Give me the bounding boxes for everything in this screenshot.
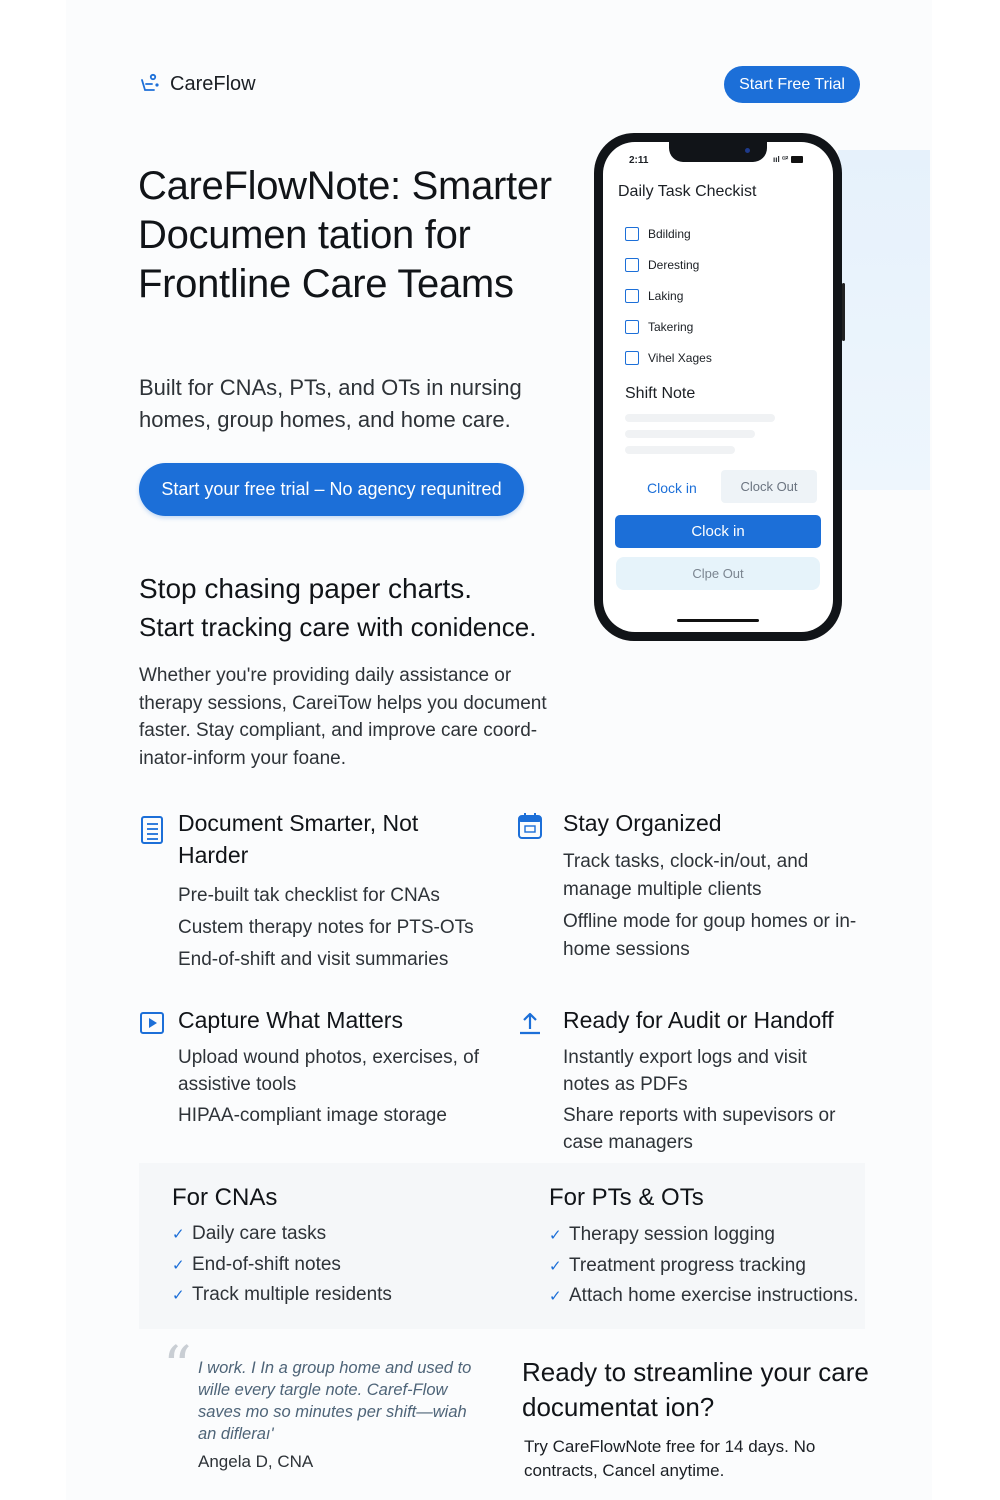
cta-body: Try CareFlowNote free for 14 days. No contracts, Cancel anytime. [524, 1437, 816, 1480]
list-item-label: Daily care tasks [192, 1223, 327, 1245]
list-item [549, 1251, 858, 1282]
checklist-item[interactable] [625, 280, 712, 311]
feature-list [178, 880, 498, 976]
checkmark-icon: ✓ [172, 1256, 185, 1274]
clock-out-button[interactable]: Clpe Out [616, 557, 820, 590]
list-item: HIPAA-compliant image storage [178, 1105, 447, 1126]
quote-mark-icon: “ [163, 1335, 192, 1400]
checklist-title: Daily Task Checkist [618, 183, 757, 200]
checkmark-icon: ✓ [549, 1257, 562, 1275]
list-item: Instantly export logs and visit notes as PDFs [563, 1047, 807, 1095]
testimonial-quote: I work. I In a group home and used to wille every targle note. Caref-Flow saves mo so minutes per shift—wiah an difleraı' [198, 1359, 472, 1443]
checklist-item[interactable] [625, 249, 712, 280]
list-item-label: End-of-shift notes [192, 1253, 341, 1275]
list-item: Share reports with supevisors or case managers [563, 1105, 836, 1153]
shift-note-placeholder-line [625, 446, 735, 454]
list-item: End-of-shift and visit summaries [178, 949, 449, 970]
play-box-icon [140, 1008, 166, 1038]
list-item [549, 1220, 858, 1251]
home-indicator [677, 619, 759, 622]
checkbox-icon[interactable] [625, 227, 639, 241]
hero-title: CareFlowNote: Smarter Documen tation for Frontline Care Teams [138, 164, 552, 306]
start-free-trial-button[interactable]: Start Free Trial [724, 66, 860, 103]
feature-list [563, 1044, 853, 1156]
checklist-item-label: Vihel Xages [648, 350, 712, 365]
checklist-item-label: Laking [648, 288, 684, 303]
document-list-icon [139, 815, 165, 845]
checkbox-icon[interactable] [625, 351, 639, 365]
tab-clock-in[interactable]: Clock in [647, 480, 697, 496]
checkbox-icon[interactable] [625, 320, 639, 334]
checkmark-icon: ✓ [172, 1226, 185, 1244]
checkbox-icon[interactable] [625, 289, 639, 303]
feature-title: Document Smarter, Not Harder [178, 810, 419, 868]
feature-list [563, 848, 863, 964]
checklist-item[interactable] [625, 311, 712, 342]
upload-icon [517, 1008, 543, 1038]
audience-list-cnas [172, 1219, 392, 1311]
brand-name: CareFlow [170, 72, 256, 95]
feature-title: Capture What Matters [178, 1007, 403, 1033]
audience-title-cnas: For CNAs [172, 1184, 278, 1211]
list-item [172, 1219, 392, 1250]
audience-list-pts-ots [549, 1220, 858, 1312]
list-item-label: Therapy session logging [569, 1224, 775, 1246]
list-item [549, 1281, 858, 1312]
battery-icon [791, 156, 803, 163]
careflow-logo-icon [138, 72, 162, 96]
feature-title: Stay Organized [563, 810, 722, 836]
intro-body: Whether you're providing daily assistance or therapy sessions, CareiTow helps you document faster. Stay compliant, and improve care coord-inator-inform your foane. [139, 665, 547, 769]
signal-icon: ııl ⁽ᴵ² [773, 155, 789, 164]
list-item: Upload wound photos, exercises, of assistive tools [178, 1047, 480, 1095]
shift-note-label: Shift Note [625, 385, 696, 402]
audience-title-pts-ots: For PTs & OTs [549, 1184, 704, 1211]
shift-note-placeholder-line [625, 430, 755, 438]
phone-notch [669, 142, 767, 162]
checklist-item-label: Deresting [648, 257, 700, 272]
testimonial-author: Angela D, CNA [198, 1452, 314, 1471]
task-checklist [625, 218, 712, 373]
status-time: 2:11 [629, 155, 649, 166]
list-item: Track tasks, clock-in/out, and manage multiple clients [563, 851, 809, 900]
shift-note-placeholder-line [625, 414, 775, 422]
phone-side-button [842, 283, 845, 341]
list-item: Offline mode for goup homes or in-home sessions [563, 911, 857, 960]
hero-free-trial-button[interactable]: Start your free trial – No agency requnitred [139, 463, 524, 516]
feature-list [178, 1044, 488, 1129]
list-item [172, 1250, 392, 1281]
list-item: Pre-built tak checklist for CNAs [178, 885, 440, 906]
list-item-label: Track multiple residents [192, 1284, 392, 1306]
checkmark-icon: ✓ [549, 1227, 562, 1245]
hero-subtitle: Built for CNAs, PTs, and OTs in nursing homes, group homes, and home care. [139, 375, 522, 432]
checklist-item[interactable] [625, 342, 712, 373]
checklist-item-label: Takering [648, 319, 694, 334]
checkmark-icon: ✓ [172, 1287, 185, 1305]
checklist-item[interactable] [625, 218, 712, 249]
checkbox-icon[interactable] [625, 258, 639, 272]
list-item-label: Treatment progress tracking [569, 1254, 806, 1276]
camera-icon [745, 148, 750, 153]
cta-title: Ready to streamline your care documentat ion? [522, 1357, 869, 1422]
feature-title: Ready for Audit or Handoff [563, 1007, 834, 1033]
phone-screen [603, 142, 833, 632]
checklist-item-label: Bdilding [648, 226, 691, 241]
phone-backdrop [838, 150, 930, 490]
intro-title-line2: Start tracking care with conidence. [139, 612, 537, 642]
intro-title [139, 570, 599, 646]
clock-in-button[interactable]: Clock in [615, 515, 821, 548]
tab-clock-out[interactable]: Clock Out [721, 470, 817, 503]
checkmark-icon: ✓ [549, 1288, 562, 1306]
calendar-icon [517, 811, 543, 841]
intro-title-line1: Stop chasing paper charts. [139, 573, 473, 604]
list-item [172, 1280, 392, 1311]
brand-logo[interactable] [138, 72, 256, 96]
list-item: Custem therapy notes for PTS-OTs [178, 917, 474, 938]
status-icons [773, 155, 803, 164]
list-item-label: Attach home exercise instructions. [569, 1285, 859, 1307]
